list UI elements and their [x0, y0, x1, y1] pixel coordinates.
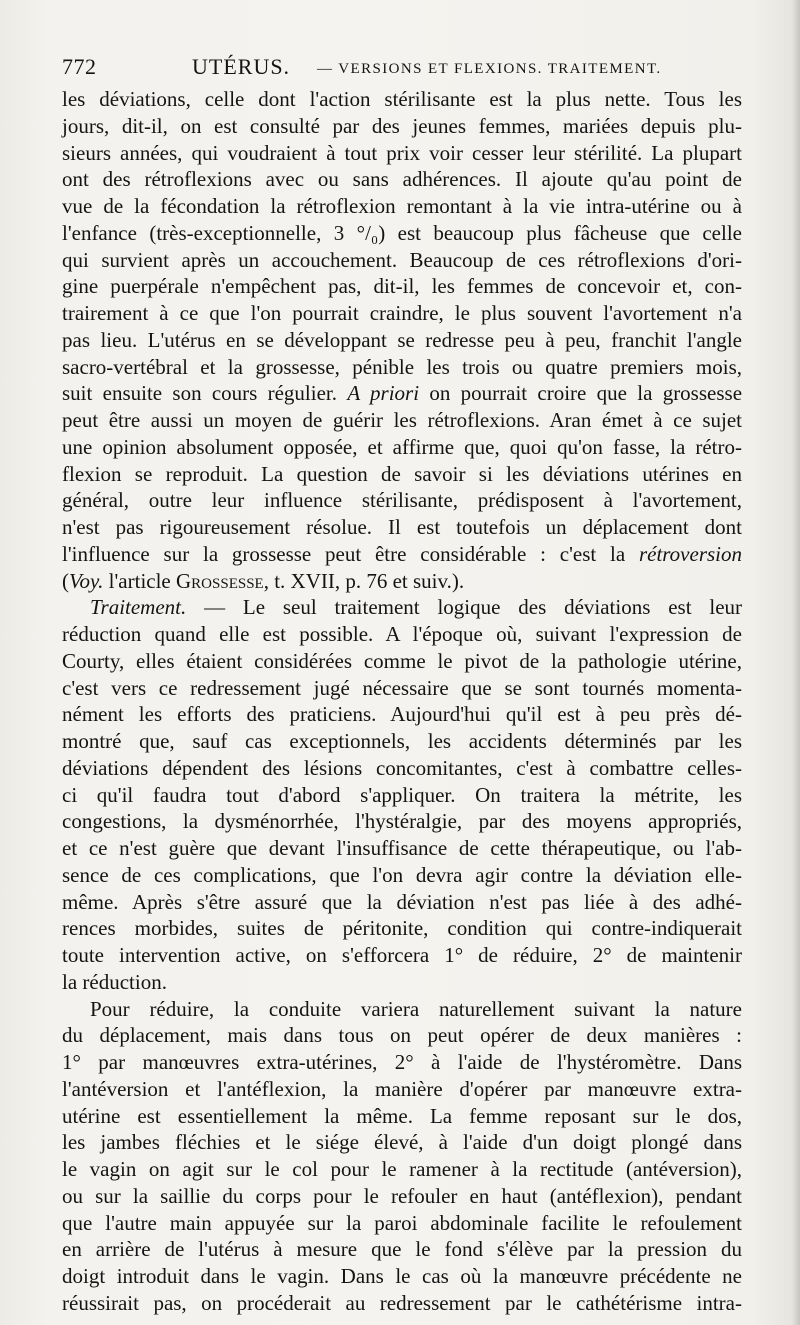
- page-edge-shadow: [792, 0, 800, 1325]
- text-line: les déviations, celle dont l'action stérilisante est la plus nette. Tous les: [62, 87, 742, 111]
- text-line: rences morbides, suites de péritonite, condition qui contre-indiquerait: [62, 916, 742, 941]
- text-line: l'antéversion et l'antéflexion, la manière d'opérer par manœuvre extra-: [62, 1076, 742, 1101]
- text-line: vue de la fécondation la rétroflexion remontant à la vie intra-utérine ou à: [62, 194, 742, 218]
- text-line: utérine est essentiellement la même. La femme reposant sur le dos,: [62, 1103, 742, 1128]
- text-line: une opinion absolument opposée, et affirme que, quoi qu'on fasse, la rétro-: [62, 434, 742, 459]
- text-line: la réduction.: [62, 969, 167, 994]
- text-line: n'est pas rigoureusement résolue. Il est toutefois un déplacement dont: [62, 515, 742, 539]
- text-run: l'influence sur la grossesse peut être considérable : c'est la: [62, 541, 626, 566]
- text-line: du déplacement, mais dans tous on peut opérer de deux manières :: [62, 1023, 742, 1048]
- text-line: ou sur la saillie du corps pour le refouler en haut (antéflexion), pendant: [62, 1183, 742, 1208]
- italic-retroversion: rétroversion: [638, 541, 742, 566]
- text-line: réussirait pas, on procéderait au redressement par le cathétérisme intra-: [62, 1290, 742, 1315]
- running-head: [62, 50, 752, 84]
- text-line: et ce n'est guère que devant l'insuffisance de cette thérapeutique, ou l'ab-: [62, 836, 742, 860]
- text-line: en arrière de l'utérus à mesure que le fond s'élève par la pression du: [62, 1237, 742, 1262]
- text-run: on pourrait croire que la grossesse: [429, 381, 743, 406]
- text-line: déviations dépendent des lésions concomitantes, c'est à combattre celles-: [62, 755, 742, 780]
- text-line: toute intervention active, on s'efforcera 1° de réduire, 2° de maintenir: [62, 943, 742, 967]
- page-number: 772: [62, 54, 97, 79]
- text-line: sence de ces complications, que l'on devra agir contre la déviation elle-: [62, 862, 742, 887]
- section-title: — VERSIONS ET FLEXIONS. TRAITEMENT.: [317, 61, 662, 77]
- chapter-title: UTÉRUS.: [192, 54, 291, 79]
- italic-traitement: Traitement.: [90, 595, 187, 620]
- text-line: peut être aussi un moyen de guérir les rétroflexions. Aran émet à ce sujet: [62, 408, 742, 432]
- text-line: doigt introduit dans le vagin. Dans le cas où la manœuvre précédente ne: [62, 1264, 742, 1288]
- text-line-voy: (Voy. l'article Grossesse, t. XVII, p. 76 et suiv.).: [62, 568, 465, 593]
- italic-voy: Voy.: [69, 568, 104, 593]
- text-line: ci qu'il faudra tout d'abord s'appliquer. On traitera la métrite, les: [62, 782, 742, 807]
- text-line: Courty, elles étaient considérées comme le pivot de la pathologie utérine,: [62, 648, 742, 673]
- text-line: gine puerpérale n'empêchent pas, dit-il, les femmes de concevoir et, con-: [62, 274, 742, 299]
- text-line: sacro-vertébral et la grossesse, pénible les trois ou quatre premiers mois,: [62, 354, 742, 379]
- body-text: [62, 86, 742, 1317]
- text-line: 1° par manœuvres extra-utérines, 2° à l'aide de l'hystéromètre. Dans: [62, 1050, 742, 1074]
- text-line-a-priori: [62, 380, 742, 407]
- text-run: l'article: [108, 568, 171, 593]
- text-line: le vagin on agit sur le col pour le ramener à la rectitude (antéversion),: [62, 1157, 742, 1181]
- small-caps-grossesse: Grossesse: [176, 568, 264, 593]
- text-line: pas lieu. L'utérus en se développant se redresse peu à peu, franchit l'angle: [62, 327, 742, 352]
- text-line: flexion se reproduit. La question de savoir si les déviations utérines en: [62, 461, 742, 486]
- text-line: ont des rétroflexions avec ou sans adhérences. Il ajoute qu'au point de: [62, 167, 742, 192]
- text-line: sieurs années, qui voudraient à tout prix voir cesser leur stérilité. La plupart: [62, 140, 742, 165]
- text-line: jours, dit-il, on est consulté par des jeunes femmes, mariées depuis plu-: [62, 113, 742, 138]
- text-line: montré que, sauf cas exceptionnels, les accidents déterminés par les: [62, 729, 742, 753]
- text-line: que l'autre main appuyée sur la paroi abdominale facilite le refoulement: [62, 1210, 742, 1235]
- text-line: congestions, la dysménorrhée, l'hystéralgie, par des moyens appropriés,: [62, 809, 742, 834]
- text-line: les jambes fléchies et le siége élevé, à l'aide d'un doigt plongé dans: [62, 1130, 742, 1155]
- text-line-retroversion: [62, 541, 742, 568]
- text-line: nément les efforts des praticiens. Aujourd'hui qu'il est à peu près dé-: [62, 702, 742, 727]
- text-line: général, outre leur influence stérilisante, prédisposent à l'avortement,: [62, 488, 742, 513]
- text-line: Pour réduire, la conduite variera naturellement suivant la nature: [90, 996, 742, 1021]
- italic-a-priori: A priori: [347, 381, 420, 406]
- text-line: l'enfance (très-exceptionnelle, 3 °/₀) est beaucoup plus fâcheuse que celle: [62, 220, 742, 245]
- text-run: — Le seul traitement logique des déviations est leur: [204, 595, 743, 620]
- text-line: réduction quand elle est possible. A l'époque où, suivant l'expression de: [62, 622, 742, 646]
- text-line: même. Après s'être assuré que la déviation n'est pas liée à des adhé-: [62, 889, 742, 914]
- text-line: qui survient après un accouchement. Beaucoup de ces rétroflexions d'ori-: [62, 247, 742, 272]
- text-line: trairement à ce que l'on pourrait craindre, le plus souvent l'avortement n'a: [62, 301, 742, 325]
- text-run: suit ensuite son cours régulier.: [62, 381, 338, 406]
- text-line: c'est vers ce redressement jugé nécessaire que se sont tournés momenta-: [62, 675, 742, 700]
- text-run: , t. XVII, p. 76 et suiv.).: [263, 568, 465, 593]
- text-line-traitement: [62, 594, 742, 621]
